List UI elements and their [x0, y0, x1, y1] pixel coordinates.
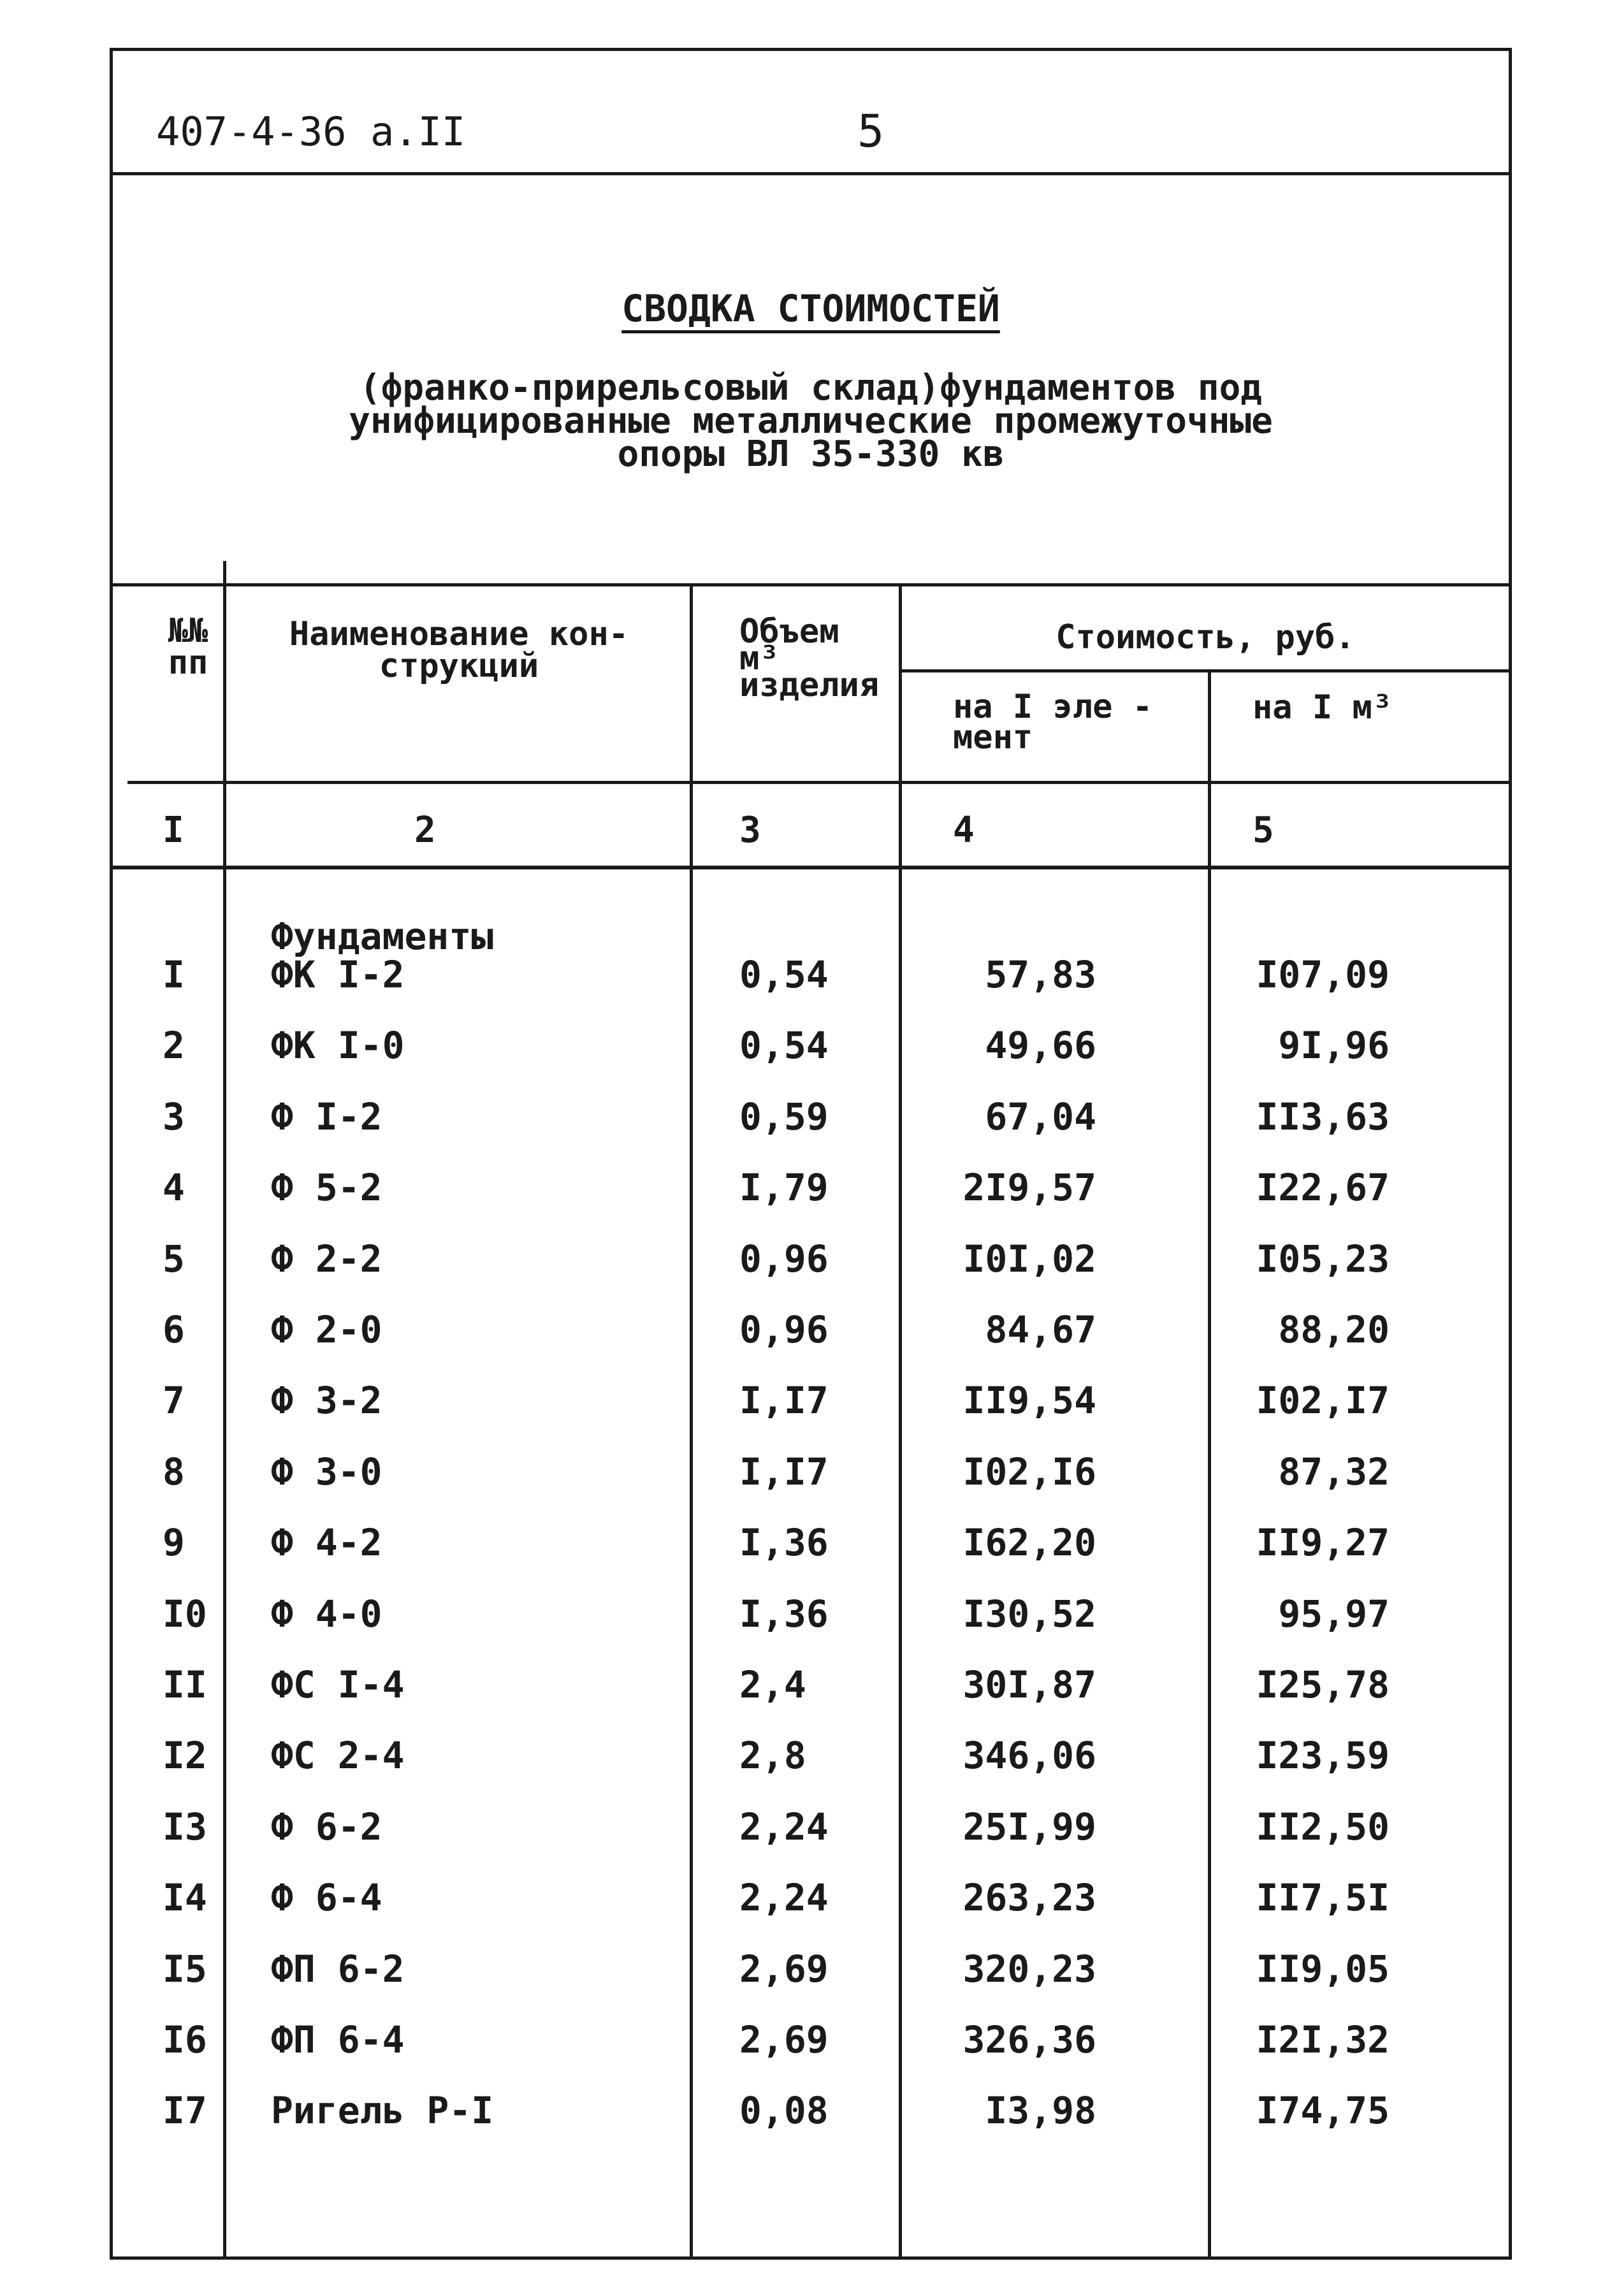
cell-name: Ф I-2 — [271, 1094, 382, 1138]
cell-per-m3: I02,I7 — [1256, 1379, 1390, 1423]
cell-volume: 2,24 — [739, 1876, 829, 1920]
cell-per-m3: II9,05 — [1256, 1947, 1390, 1991]
table-row — [0, 1805, 1619, 1877]
col-number: 5 — [1252, 810, 1274, 851]
table-top-border — [110, 583, 1512, 586]
cell-name: ФС I-4 — [271, 1663, 405, 1706]
cell-name: ФК I-2 — [271, 953, 405, 996]
cell-volume: 0,59 — [739, 1094, 829, 1138]
cell-n: I2 — [163, 1734, 207, 1778]
table-row — [0, 1308, 1619, 1379]
subtitle-line: унифицированные металлические промежуточные — [349, 400, 1273, 442]
table-row — [0, 1450, 1619, 1522]
page-number: 5 — [857, 105, 885, 157]
cell-volume: 2,8 — [739, 1734, 806, 1778]
cell-n: 4 — [163, 1166, 185, 1210]
cell-volume: I,I7 — [739, 1379, 829, 1423]
cell-name: Ф 6-4 — [271, 1876, 382, 1920]
table-row — [0, 1521, 1619, 1592]
col-header-cost: Стоимость, руб. — [1056, 618, 1355, 657]
cell-name: Ф 6-2 — [271, 1805, 382, 1849]
cell-per-element: 326,36 — [962, 2018, 1096, 2061]
cell-n: 2 — [163, 1024, 185, 1068]
cell-per-element: I3,98 — [985, 2089, 1096, 2133]
header-bottom-border — [127, 781, 1512, 784]
cell-n: 5 — [163, 1237, 185, 1281]
table-row — [0, 1379, 1619, 1450]
cell-n: 7 — [163, 1379, 185, 1423]
cell-per-m3: I25,78 — [1256, 1663, 1390, 1706]
cell-per-m3: II7,5I — [1256, 1876, 1390, 1920]
col-number: 2 — [414, 810, 436, 851]
subtitle-line: (франко-прирельсовый склад)фундаментов под — [359, 367, 1263, 409]
cell-n: I3 — [163, 1805, 207, 1849]
group-label: Фундаменты — [271, 915, 494, 958]
cell-volume: 2,24 — [739, 1805, 829, 1849]
cell-n: 9 — [163, 1521, 185, 1565]
table-row — [0, 1024, 1619, 1095]
cell-per-m3: 88,20 — [1278, 1308, 1390, 1351]
table-row — [0, 1947, 1619, 2019]
document-code: 407-4-36 а.II — [156, 108, 466, 155]
col-number: I — [163, 810, 184, 851]
table-row — [0, 1663, 1619, 1734]
cell-n: 8 — [163, 1450, 185, 1493]
cell-per-element: 84,67 — [985, 1308, 1096, 1351]
table-row — [0, 1592, 1619, 1664]
cell-per-element: 57,83 — [985, 953, 1096, 996]
cell-per-m3: II9,27 — [1256, 1521, 1390, 1565]
cell-name: Ф 4-2 — [271, 1521, 382, 1565]
cell-volume: I,36 — [739, 1592, 829, 1636]
cell-volume: 0,96 — [739, 1237, 829, 1281]
cell-per-m3: I2I,32 — [1256, 2018, 1390, 2061]
subtitle-line: опоры ВЛ 35-330 кв — [617, 433, 1005, 475]
col-number: 3 — [739, 810, 761, 851]
document-title: СВОДКА СТОИМОСТЕЙ — [621, 287, 1000, 330]
table-row — [0, 1876, 1619, 1947]
cell-n: I4 — [163, 1876, 207, 1920]
col-header-per-element: на I эле - мент — [953, 688, 1153, 757]
cell-volume: 2,69 — [739, 2018, 829, 2061]
cell-per-element: I02,I6 — [962, 1450, 1096, 1493]
cell-per-element: II9,54 — [962, 1379, 1096, 1423]
cell-per-m3: 95,97 — [1278, 1592, 1390, 1636]
cell-name: Ф 3-0 — [271, 1450, 382, 1493]
column-number-border — [110, 866, 1512, 869]
cell-per-element: 30I,87 — [962, 1663, 1096, 1706]
cell-per-m3: 87,32 — [1278, 1450, 1390, 1493]
cell-name: Ф 4-0 — [271, 1592, 382, 1636]
cell-per-element: 2I9,57 — [962, 1166, 1096, 1210]
cell-volume: 0,96 — [739, 1308, 829, 1351]
table-row — [0, 1734, 1619, 1805]
cell-n: I7 — [163, 2089, 207, 2133]
cell-name: ФП 6-4 — [271, 2018, 405, 2061]
cell-name: Ф 5-2 — [271, 1166, 382, 1210]
cell-per-m3: I22,67 — [1256, 1166, 1390, 1210]
cell-per-m3: II3,63 — [1256, 1094, 1390, 1138]
cell-name: Ф 2-2 — [271, 1237, 382, 1281]
table-row — [0, 2089, 1619, 2160]
table-row — [0, 1237, 1619, 1309]
cell-per-m3: 9I,96 — [1278, 1024, 1390, 1068]
cell-n: 6 — [163, 1308, 185, 1351]
col-header-volume: Объем м³ изделия — [739, 613, 880, 704]
cell-per-element: 67,04 — [985, 1094, 1096, 1138]
cell-volume: 0,08 — [739, 2089, 829, 2133]
cell-name: ФП 6-2 — [271, 1947, 405, 1991]
cell-volume: I,I7 — [739, 1450, 829, 1493]
cell-per-element: 25I,99 — [962, 1805, 1096, 1849]
cell-n: II — [163, 1663, 207, 1706]
cell-volume: 2,69 — [739, 1947, 829, 1991]
cell-volume: 0,54 — [739, 953, 829, 996]
cell-per-m3: I05,23 — [1256, 1237, 1390, 1281]
cell-per-m3: II2,50 — [1256, 1805, 1390, 1849]
cell-volume: 0,54 — [739, 1024, 829, 1068]
cell-volume: I,36 — [739, 1521, 829, 1565]
table-row — [0, 1095, 1619, 1166]
cell-n: I6 — [163, 2018, 207, 2061]
col-header-per-m3: на I м³ — [1252, 688, 1393, 727]
table-row — [0, 2018, 1619, 2089]
cell-n: I0 — [163, 1592, 207, 1636]
cell-per-element: I62,20 — [962, 1521, 1096, 1565]
cost-group-divider — [899, 669, 1512, 672]
cell-per-element: 346,06 — [962, 1734, 1096, 1778]
col-header-name: Наименование кон- струкций — [289, 615, 629, 685]
cell-name: ФК I-0 — [271, 1024, 405, 1068]
cell-n: I — [163, 953, 185, 996]
cell-per-element: I30,52 — [962, 1592, 1096, 1636]
cell-volume: I,79 — [739, 1166, 829, 1210]
cell-name: Ф 2-0 — [271, 1308, 382, 1351]
col-header-num: №№ пп — [168, 612, 208, 682]
cell-per-element: 49,66 — [985, 1024, 1096, 1068]
cell-per-element: 263,23 — [962, 1876, 1096, 1920]
header-divider — [110, 172, 1512, 175]
cell-per-element: I0I,02 — [962, 1237, 1096, 1281]
cell-per-element: 320,23 — [962, 1947, 1096, 1991]
cell-per-m3: I07,09 — [1256, 953, 1390, 996]
cell-n: I5 — [163, 1947, 207, 1991]
cell-name: ФС 2-4 — [271, 1734, 405, 1778]
col-number: 4 — [953, 810, 975, 851]
cell-name: Ф 3-2 — [271, 1379, 382, 1423]
table-row — [0, 1166, 1619, 1237]
table-row — [0, 953, 1619, 1024]
cell-per-m3: I74,75 — [1256, 2089, 1390, 2133]
cell-per-m3: I23,59 — [1256, 1734, 1390, 1778]
cell-n: 3 — [163, 1094, 185, 1138]
cell-volume: 2,4 — [739, 1663, 806, 1706]
cell-name: Ригель Р-I — [271, 2089, 494, 2133]
